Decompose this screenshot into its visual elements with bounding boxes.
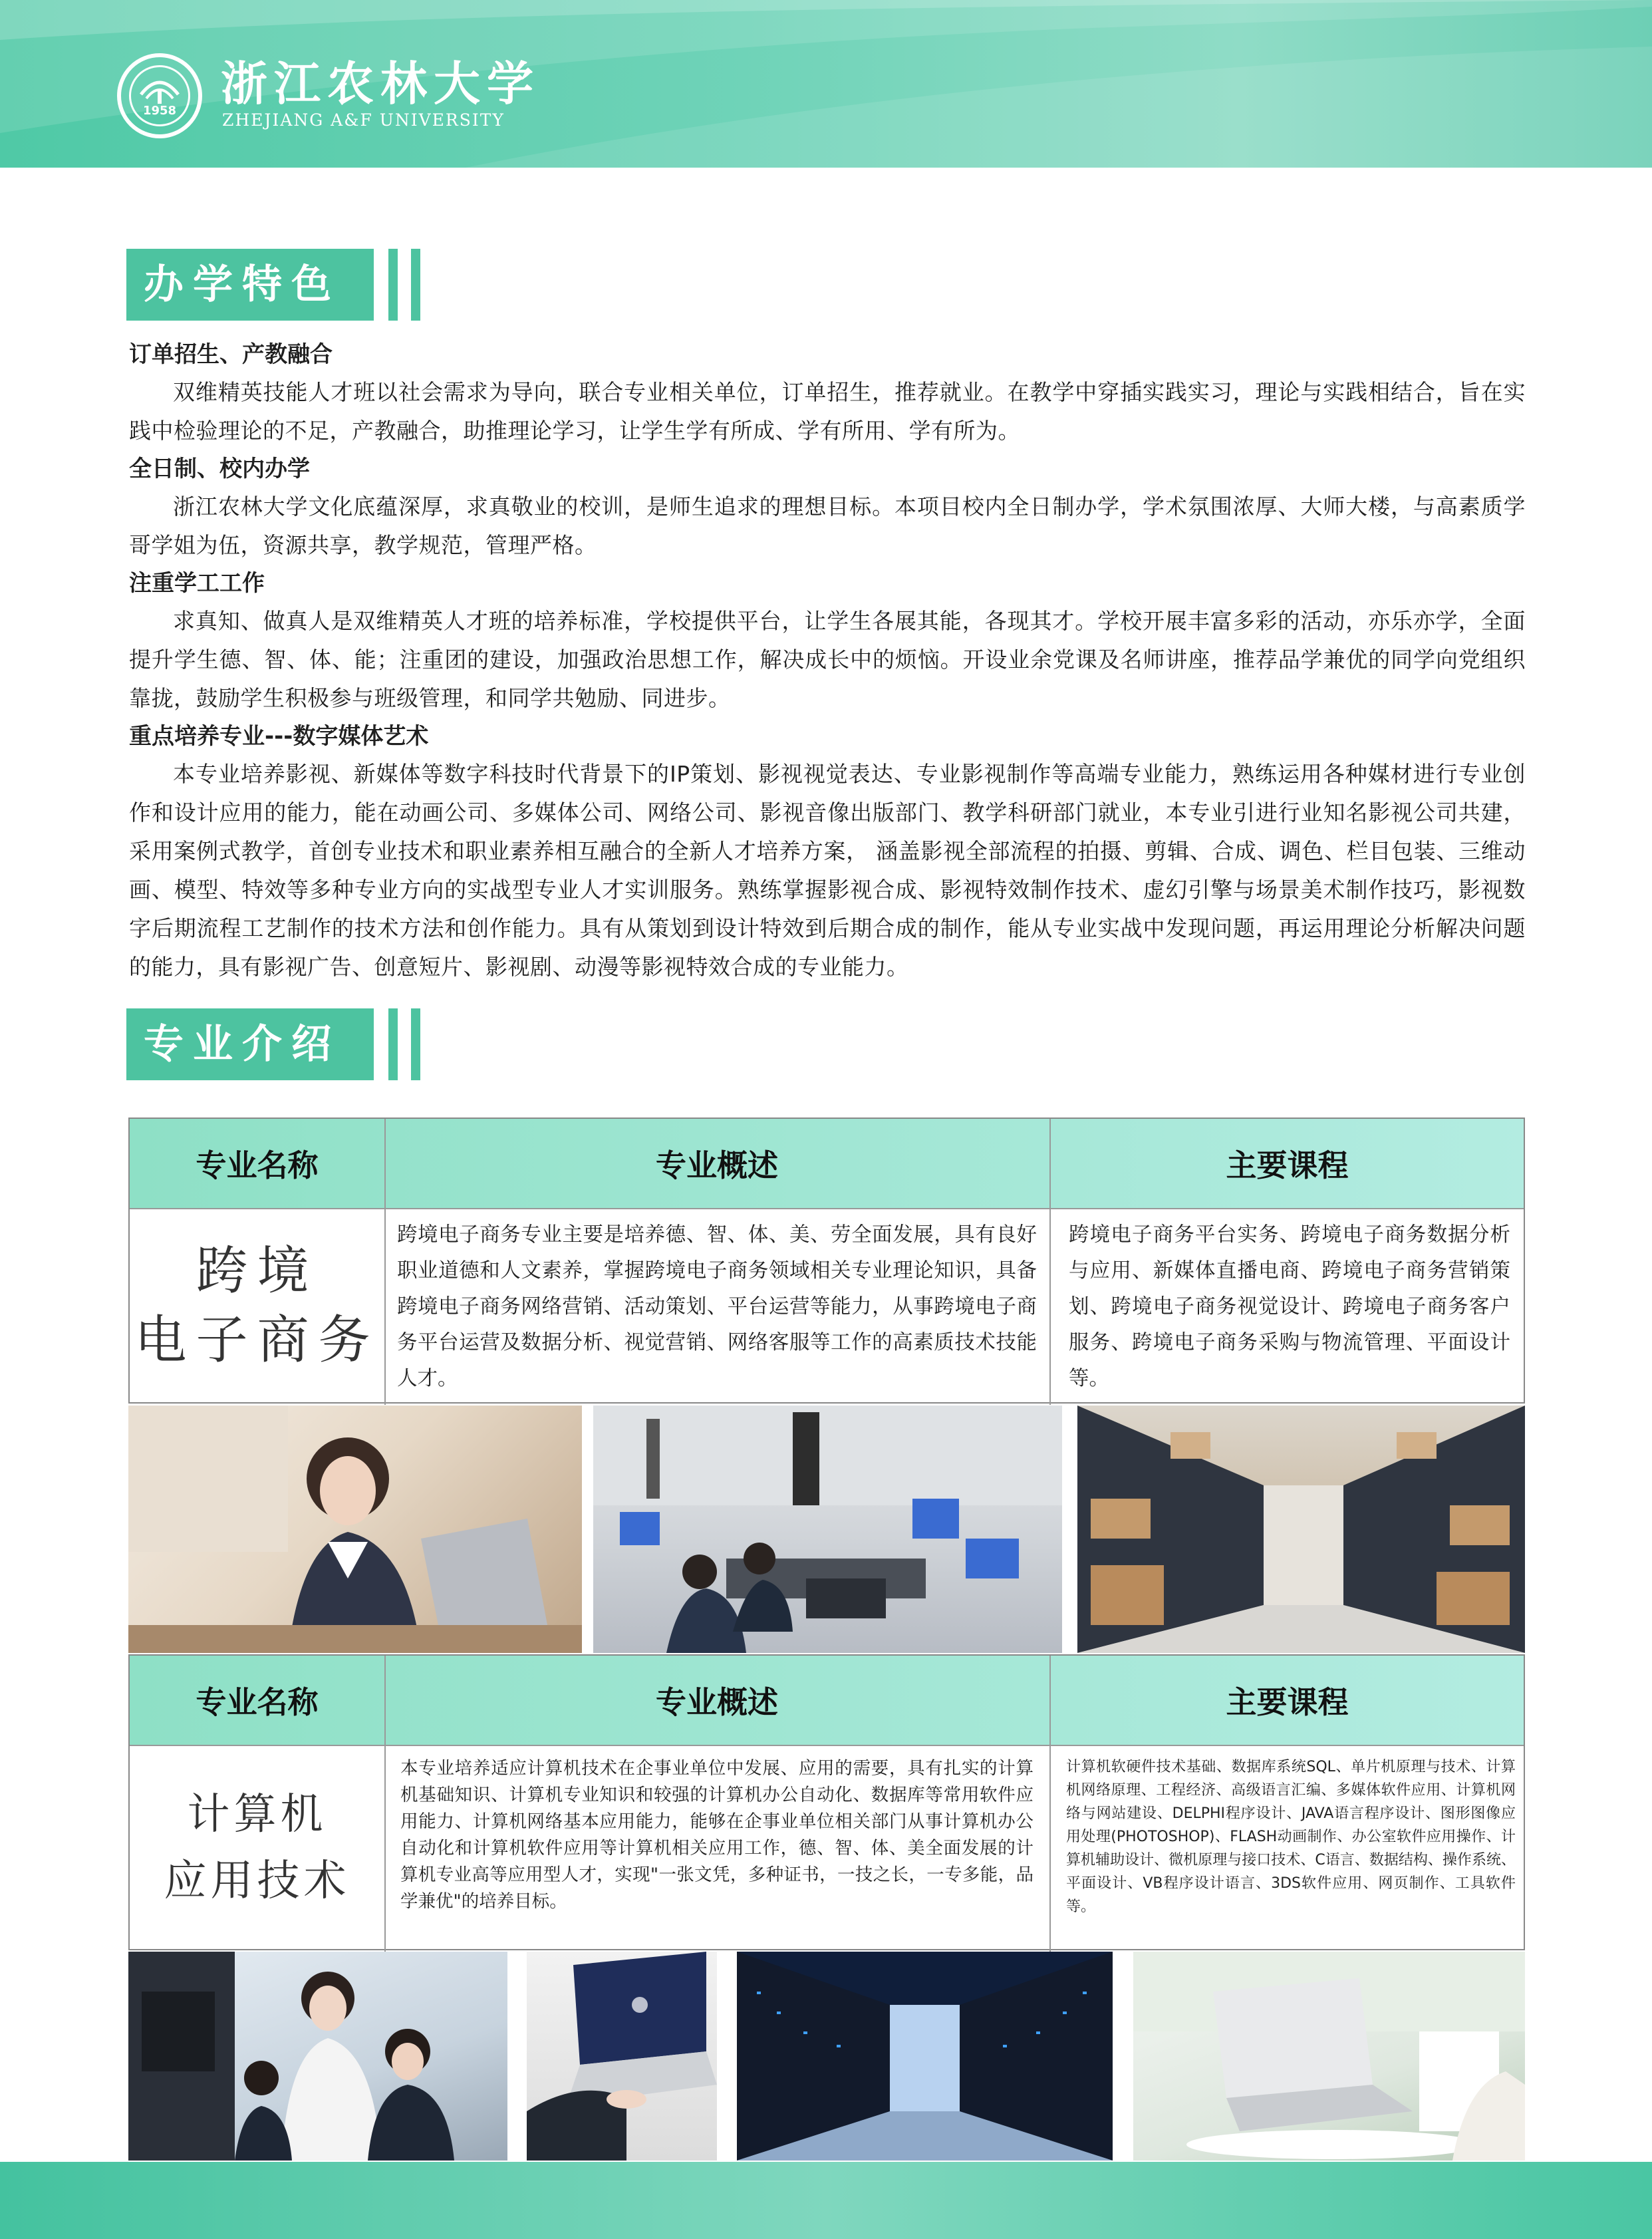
title-bar-decoration [388, 1008, 398, 1080]
feature-text: 求真知、做真人是双维精英人才班的培养标准，学校提供平台，让学生各展其能，各现其才。学校开展丰富多彩的活动，亦乐亦学，全面提升学生德、智、体、能；注重团的建设，加强政治思想工作，解决成长中的烦恼。开设业余党课及名师讲座，推荐品学兼优的同学向党组织靠拢，鼓励学生积极参与班级管理，和同学共勉励、同进步。 [129, 608, 1526, 711]
title-bar-decoration [411, 249, 420, 321]
section-title-majors [126, 1008, 374, 1080]
university-name-cn: 浙江农林大学 [221, 56, 540, 111]
photo-server-room [737, 1952, 1113, 2161]
major-name-line1: 跨境 [196, 1241, 319, 1301]
photo-warehouse [1077, 1406, 1525, 1653]
header-banner [0, 0, 1652, 168]
photo-laptop-notebook [1133, 1952, 1525, 2161]
major-name-line2: 电子商务 [134, 1310, 380, 1370]
header-overview: 专业概述 [656, 1147, 778, 1183]
title-bar-decoration [411, 1008, 420, 1080]
header-courses: 主要课程 [1226, 1684, 1349, 1720]
header-major-name: 专业名称 [196, 1684, 319, 1720]
features-content [129, 336, 1526, 986]
feature-heading: 订单招生、产教融合 [129, 341, 333, 368]
major-name-cell [130, 1209, 384, 1402]
header-major-name: 专业名称 [196, 1147, 319, 1183]
feature-heading: 全日制、校内办学 [129, 456, 310, 482]
feature-text: 双维精英技能人才班以社会需求为导向，联合专业相关单位，订单招生，推荐就业。在教学中穿插实践实习，理论与实践相结合，旨在实践中检验理论的不足，产教融合，助推理论学习，让学生学有所成、学有所用、学有所为。 [129, 379, 1526, 444]
feature-heading: 重点培养专业---数字媒体艺术 [129, 723, 429, 750]
major-courses: 计算机软硬件技术基础、数据库系统SQL、单片机原理与技术、计算机网络原理、工程经济、高级语言汇编、多媒体软件应用、计算机网络与网站建设、DELPHI程序设计、JAVA语言程序设计、图形图像应用处理(PHOTOSHOP)、FLASH动画制作、办公室软件应用操作、计算机辅助设计、微机原理与接口技术、C语言、数据结构、操作系统、平面设计、VB程序设计语言、3DS软件应用、网页制作、工具软件等。 [1066, 1759, 1516, 1915]
photo-students-computers [128, 1952, 507, 2161]
seal-year: 1958 [142, 104, 177, 118]
header-overview: 专业概述 [656, 1684, 778, 1720]
title-bar-decoration [388, 249, 398, 321]
section-title-text: 办学特色 [144, 261, 341, 308]
major-name-line2: 应用技术 [164, 1856, 350, 1906]
section-title-features [126, 249, 374, 321]
major-table-computer [128, 1654, 1525, 1950]
major-name-line1: 计算机 [187, 1789, 327, 1839]
feature-text: 本专业培养影视、新媒体等数字科技时代背景下的IP策划、影视视觉表达、专业影视制作等高端专业能力，熟练运用各种媒材进行专业创作和设计应用的能力，能在动画公司、多媒体公司、网络公司、影视音像出版部门、教学科研部门就业，本专业引进行业知名影视公司共建，采用案例式教学，首创专业技术和职业素养相互融合的全新人才培养方案， 涵盖影视全部流程的拍摄、剪辑、合成、调色、栏目包装、三维动画、模型、特效等多种专业方向的实战型专业人才实训服务。熟练掌握影视合成、影视特效制作技术、虚幻引擎与场景美术制作技巧，影视数字后期流程工艺制作的技术方法和创作能力。具有从策划到设计特效到后期合成的制作，能从专业实战中发现问题，再运用理论分析解决问题的能力，具有影视广告、创意短片、影视剧、动漫等影视特效合成的专业能力。 [129, 761, 1526, 980]
university-name-en: ZHEJIANG A&F UNIVERSITY [222, 110, 505, 130]
major-name-cell [130, 1746, 384, 1949]
major-overview: 本专业培养适应计算机技术在企事业单位中发展、应用的需要，具有扎实的计算机基础知识、计算机专业知识和较强的计算机办公自动化、数据库等常用软件应用能力、计算机网络基本应用能力，能够在企事业单位相关部门从事计算机办公自动化和计算机软件应用等计算机相关应用工作，德、智、体、美全面发展的计算机专业高等应用型人才，实现"一张文凭，多种证书，一技之长，一专多能，品学兼优"的培养目标。 [400, 1758, 1033, 1912]
feature-heading: 注重学工工作 [129, 570, 265, 597]
photo-laptop-typing [527, 1952, 717, 2161]
major-overview: 跨境电子商务专业主要是培养德、智、体、美、劳全面发展，具有良好职业道德和人文素养，掌握跨境电子商务领域相关专业理论知识，具备跨境电子商务网络营销、活动策划、平台运营等能力，从事跨境电子商务平台运营及数据分析、视觉营销、网络客服等工作的高素质技术技能人才。 [397, 1223, 1037, 1390]
university-seal-icon [117, 53, 202, 138]
photo-computer-lab [593, 1406, 1062, 1653]
photo-student-laptop [128, 1406, 582, 1653]
major-courses: 跨境电子商务平台实务、跨境电子商务数据分析与应用、新媒体直播电商、跨境电子商务营销策划、跨境电子商务视觉设计、跨境电子商务客户服务、跨境电子商务采购与物流管理、平面设计等。 [1069, 1223, 1510, 1390]
feature-text: 浙江农林大学文化底蕴深厚，求真敬业的校训，是师生追求的理想目标。本项目校内全日制办学，学术氛围浓厚、大师大楼，与高素质学哥学姐为伍，资源共享，教学规范，管理严格。 [129, 494, 1526, 558]
header-courses: 主要课程 [1226, 1147, 1349, 1183]
section-title-text: 专业介绍 [144, 1021, 341, 1068]
footer-band [0, 2162, 1652, 2239]
major-table-ecommerce [128, 1118, 1525, 1404]
